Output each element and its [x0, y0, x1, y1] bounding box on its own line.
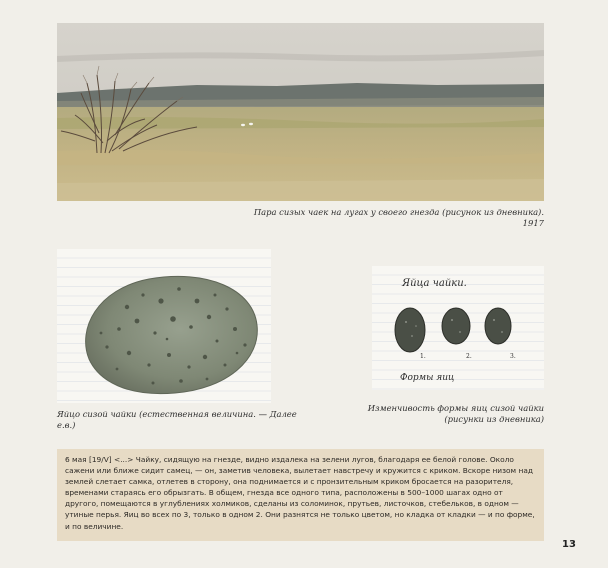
landscape-caption: Пара сизых чаек на лугах у своего гнезда (рисунок из дневника). 1917: [253, 207, 544, 228]
egg-forms-caption-line1: Изменчивость формы яиц сизой чайки: [367, 403, 544, 413]
egg-forms-illustration: [372, 266, 544, 390]
egg-illustration: [57, 249, 271, 403]
egg-number-3: 3.: [510, 353, 516, 360]
diary-excerpt-box: [57, 449, 544, 541]
egg-caption: Яйцо сизой чайки (естественная величина. — Далее е.в.): [57, 409, 297, 430]
egg-forms-caption: [340, 403, 544, 425]
egg-forms-title: Яйца чайки.: [402, 278, 467, 289]
egg-number-1: 1.: [420, 353, 426, 360]
landscape-illustration: [57, 23, 544, 201]
egg-forms-caption-line2: (рисунки из дневника): [444, 414, 544, 424]
egg-number-2: 2.: [466, 353, 472, 360]
egg-forms-subtitle: Формы яиц: [400, 373, 455, 383]
diary-excerpt-text: 6 мая [19/V] <...> Чайку, сидящую на гнезде, видно издалека на зелени лугов, благодаря ее белой голове. Около сажени или ближе сидит самец, — он, заметив человека, вылетает навстречу и кружится с криком. Вскоре низом над землей слетает самка, отлетев в сторону, она поднимается и с пронзительным криком бросается на разорителя, временами стараясь его обрызгать. В общем, гнезда все одного типа, расположены в 500–1000 шагах одно от другого, помещаются в углублениях холмиков, сделаны из соломинок, прутьев, листочков, стебельков, в одном — утиные перья. Яиц во всех по 3, только в одном 2. Они разнятся не только цветом, но кладка от кладки — и по форме, и по величине.: [65, 455, 535, 531]
page-number: 13: [562, 539, 576, 550]
